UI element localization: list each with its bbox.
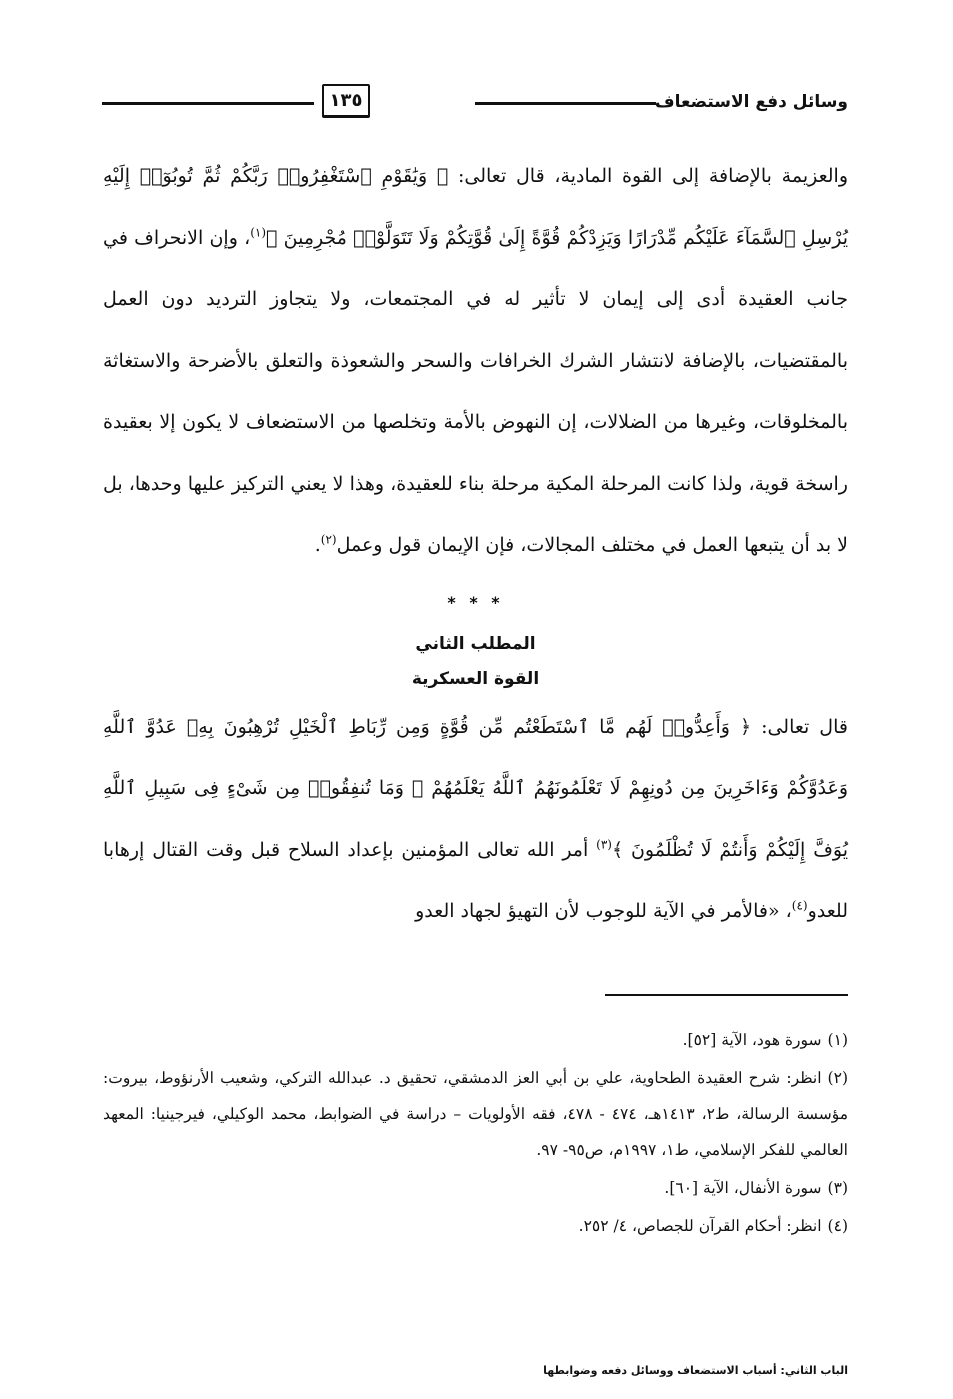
footnote-4	[103, 1208, 848, 1244]
paragraph-text-continued: ، وإن الانحراف في جانب العقيدة أدى إلى إيمان لا تأثير له في المجتمعات، ولا يتجاوز الترديد دون العمل بالمقتضيات، بالإضافة لانتشار الشرك الخرافات والسحر والشعوذة والتعلق بالأضرحة والاستغاثة بالمخلوقات، وغيرها من الضلالات، إن النهوض بالأمة وتخلصها من الاستضعاف لا يكون إلا بعقيدة راسخة قوية، ولذا كانت المرحلة المكية مرحلة بناء للعقيدة، وهذا لا يعني التركيز عليها وحدها، بل لا بد أن يتبعها العمل في مختلف المجالات، فإن الإيمان قول وعمل	[103, 226, 848, 556]
paragraph-text: والعزيمة بالإضافة إلى القوة المادية، قال تعالى: ﴿ وَيَٰقَوْمِ ٱسْتَغْفِرُوا۟ رَبَّكُمْ ثُمَّ تُوبُوٓا۟ إِلَيْهِ يُرْسِلِ ٱلسَّمَآءَ عَلَيْكُم مِّدْرَارًا وَيَزِدْكُمْ قُوَّةً إِلَىٰ قُوَّتِكُمْ وَلَا تَتَوَلَّوْا۟ مُجْرِمِينَ ﴾	[103, 165, 848, 249]
footnote-3	[103, 1170, 848, 1206]
footnote-2	[103, 1060, 848, 1168]
paragraph-text: قال تعالى: ﴿ وَأَعِدُّوا۟ لَهُم مَّا ٱسْتَطَعْتُم مِّن قُوَّةٍ وَمِن رِّبَاطِ ٱلْخَيْلِ تُرْهِبُونَ بِهِۦ عَدُوَّ ٱللَّهِ وَعَدُوَّكُمْ وَءَاخَرِينَ مِن دُونِهِمْ لَا تَعْلَمُونَهُمُ ٱللَّهُ يَعْلَمُهُمْ ۚ وَمَا تُنفِقُوا۟ مِن شَىْءٍ فِى سَبِيلِ ٱللَّهِ يُوَفَّ إِلَيْكُمْ وَأَنتُمْ لَا تُظْلَمُونَ ﴾	[103, 715, 848, 861]
paragraph-end: .	[314, 534, 321, 556]
paragraph-spiritual-strength	[103, 146, 848, 577]
header-rule-right	[475, 102, 656, 105]
footnote-number: (٣)	[827, 1179, 848, 1197]
footnotes-section	[103, 1022, 848, 1246]
running-footer: الباب الثاني: أسباب الاستضعاف ووسائل دفعه وضوابطها	[543, 1364, 848, 1377]
footnote-number: (١)	[827, 1031, 848, 1049]
footnote-number: (٢)	[827, 1069, 848, 1087]
footnote-ref-2[interactable]: (٢)	[320, 532, 337, 547]
footnote-text: سورة الأنفال، الآية [٦٠].	[664, 1179, 822, 1197]
header-rule-left	[102, 102, 314, 105]
footnote-1	[103, 1022, 848, 1058]
footnote-divider	[605, 994, 848, 996]
footnote-ref-1[interactable]: (١)	[250, 225, 267, 240]
paragraph-end: ، «فالأمر في الآية للوجوب لأن التهيؤ لجهاد العدو	[415, 900, 792, 922]
section-title: القوة العسكرية	[411, 668, 540, 689]
page-header	[100, 82, 848, 122]
running-header-title: وسائل دفع الاستضعاف	[654, 92, 848, 112]
main-text	[103, 146, 848, 943]
section-separator: * * *	[447, 592, 504, 612]
footnote-number: (٤)	[827, 1217, 848, 1235]
footnote-text: انظر: شرح العقيدة الطحاوية، علي بن أبي العز الدمشقي، تحقيق د. عبدالله التركي، وشعيب الأرنؤوط، بيروت: مؤسسة الرسالة، ط٢، ١٤١٣هـ، ٤٧٤ - ٤٧٨، فقه الأولويات – دراسة في الضوابط، محمد الوكيلي، فيرجينيا: المعهد العالمي للفكر الإسلامي، ط١، ١٩٩٧م، ص٩٥- ٩٧.	[103, 1069, 849, 1159]
footnote-ref-4[interactable]: (٤)	[791, 898, 808, 913]
footnote-text: انظر: أحكام القرآن للجصاص، ٤/ ٢٥٢.	[578, 1217, 822, 1235]
section-heading: المطلب الثاني	[415, 633, 536, 654]
paragraph-military-strength	[103, 697, 848, 943]
footnote-ref-3[interactable]: (٣)	[596, 837, 612, 852]
footnote-text: سورة هود، الآية [٥٢].	[682, 1031, 822, 1049]
page-number: ١٣٥	[322, 84, 370, 118]
paragraph-text-continued: أمر الله تعالى المؤمنين بإعداد السلاح قبل وقت القتال إرهابا للعدو	[103, 838, 848, 922]
